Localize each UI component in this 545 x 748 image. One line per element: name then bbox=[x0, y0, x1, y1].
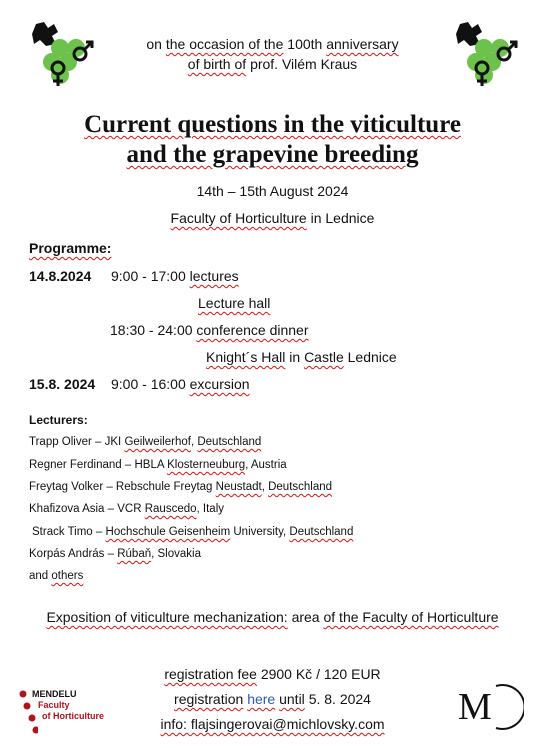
grape-gender-logo-left bbox=[30, 18, 96, 90]
title-line-1: Current questions in the viticulture bbox=[84, 111, 461, 138]
event-dates: 14th – 15th August 2024 bbox=[196, 183, 349, 199]
programme-row-day1-time: 9:00 - 17:00 lectures bbox=[111, 268, 239, 284]
lecturer-item: Regner Ferdinand – HBLA Klosterneuburg, Austria bbox=[29, 459, 287, 471]
title-line-2: and the grapevine breeding bbox=[126, 141, 419, 168]
programme-row-day1: 14.8.2024 bbox=[29, 268, 92, 284]
occasion-text bbox=[100, 34, 445, 74]
mendelu-logo bbox=[18, 688, 118, 736]
programme-row-day2: 15.8. 2024 bbox=[29, 376, 96, 392]
m-brand-letter: M bbox=[458, 686, 492, 728]
programme-heading: Programme: bbox=[29, 240, 112, 256]
mendelu-faculty-line2: of Horticulture bbox=[42, 711, 104, 721]
exposition-text: Exposition of viticulture mechanization: area of the Faculty of Horticulture bbox=[46, 609, 499, 625]
mendelu-faculty-line1: Faculty bbox=[38, 700, 70, 710]
registration-link[interactable]: here bbox=[247, 691, 276, 707]
grape-gender-logo-right bbox=[454, 18, 520, 90]
mendelu-wordmark: MENDELU bbox=[32, 689, 77, 699]
programme-row-dinner: 18:30 - 24:00 conference dinner bbox=[110, 322, 309, 338]
michlovsky-logo bbox=[456, 683, 524, 731]
occasion-line-1: on the occasion of the 100th anniversary bbox=[146, 36, 399, 52]
registration-info: info: flajsingerovai@michlovsky.com bbox=[160, 716, 385, 732]
lecturer-item: and others bbox=[29, 570, 84, 582]
registration-deadline: registration here until 5. 8. 2024 bbox=[174, 691, 371, 707]
lecturers-heading: Lecturers: bbox=[29, 413, 88, 427]
lecturer-item: Freytag Volker – Rebschule Freytag Neustadt, Deutschland bbox=[29, 481, 333, 493]
registration-fee: registration fee 2900 Kč / 120 EUR bbox=[164, 666, 381, 682]
programme-row-day2-time: 9:00 - 16:00 excursion bbox=[111, 376, 250, 392]
lecturer-item: Strack Timo – Hochschule Geisenheim University, Deutschland bbox=[32, 526, 354, 538]
lecturer-item: Korpás András – Rúbaň, Slovakia bbox=[29, 548, 201, 560]
lecturer-item: Khafizova Asia – VCR Rauscedo, Italy bbox=[29, 503, 224, 515]
lecturer-item: Trapp Oliver – JKI Geilweilerhof, Deutschland bbox=[29, 436, 262, 448]
programme-day1-location: Lecture hall bbox=[198, 295, 271, 311]
occasion-line-2: of birth of prof. Vilém Kraus bbox=[187, 56, 358, 72]
event-venue: Faculty of Horticulture in Lednice bbox=[170, 210, 375, 226]
programme-dinner-location: Knight´s Hall in Castle Lednice bbox=[206, 349, 397, 365]
event-title bbox=[20, 110, 525, 170]
